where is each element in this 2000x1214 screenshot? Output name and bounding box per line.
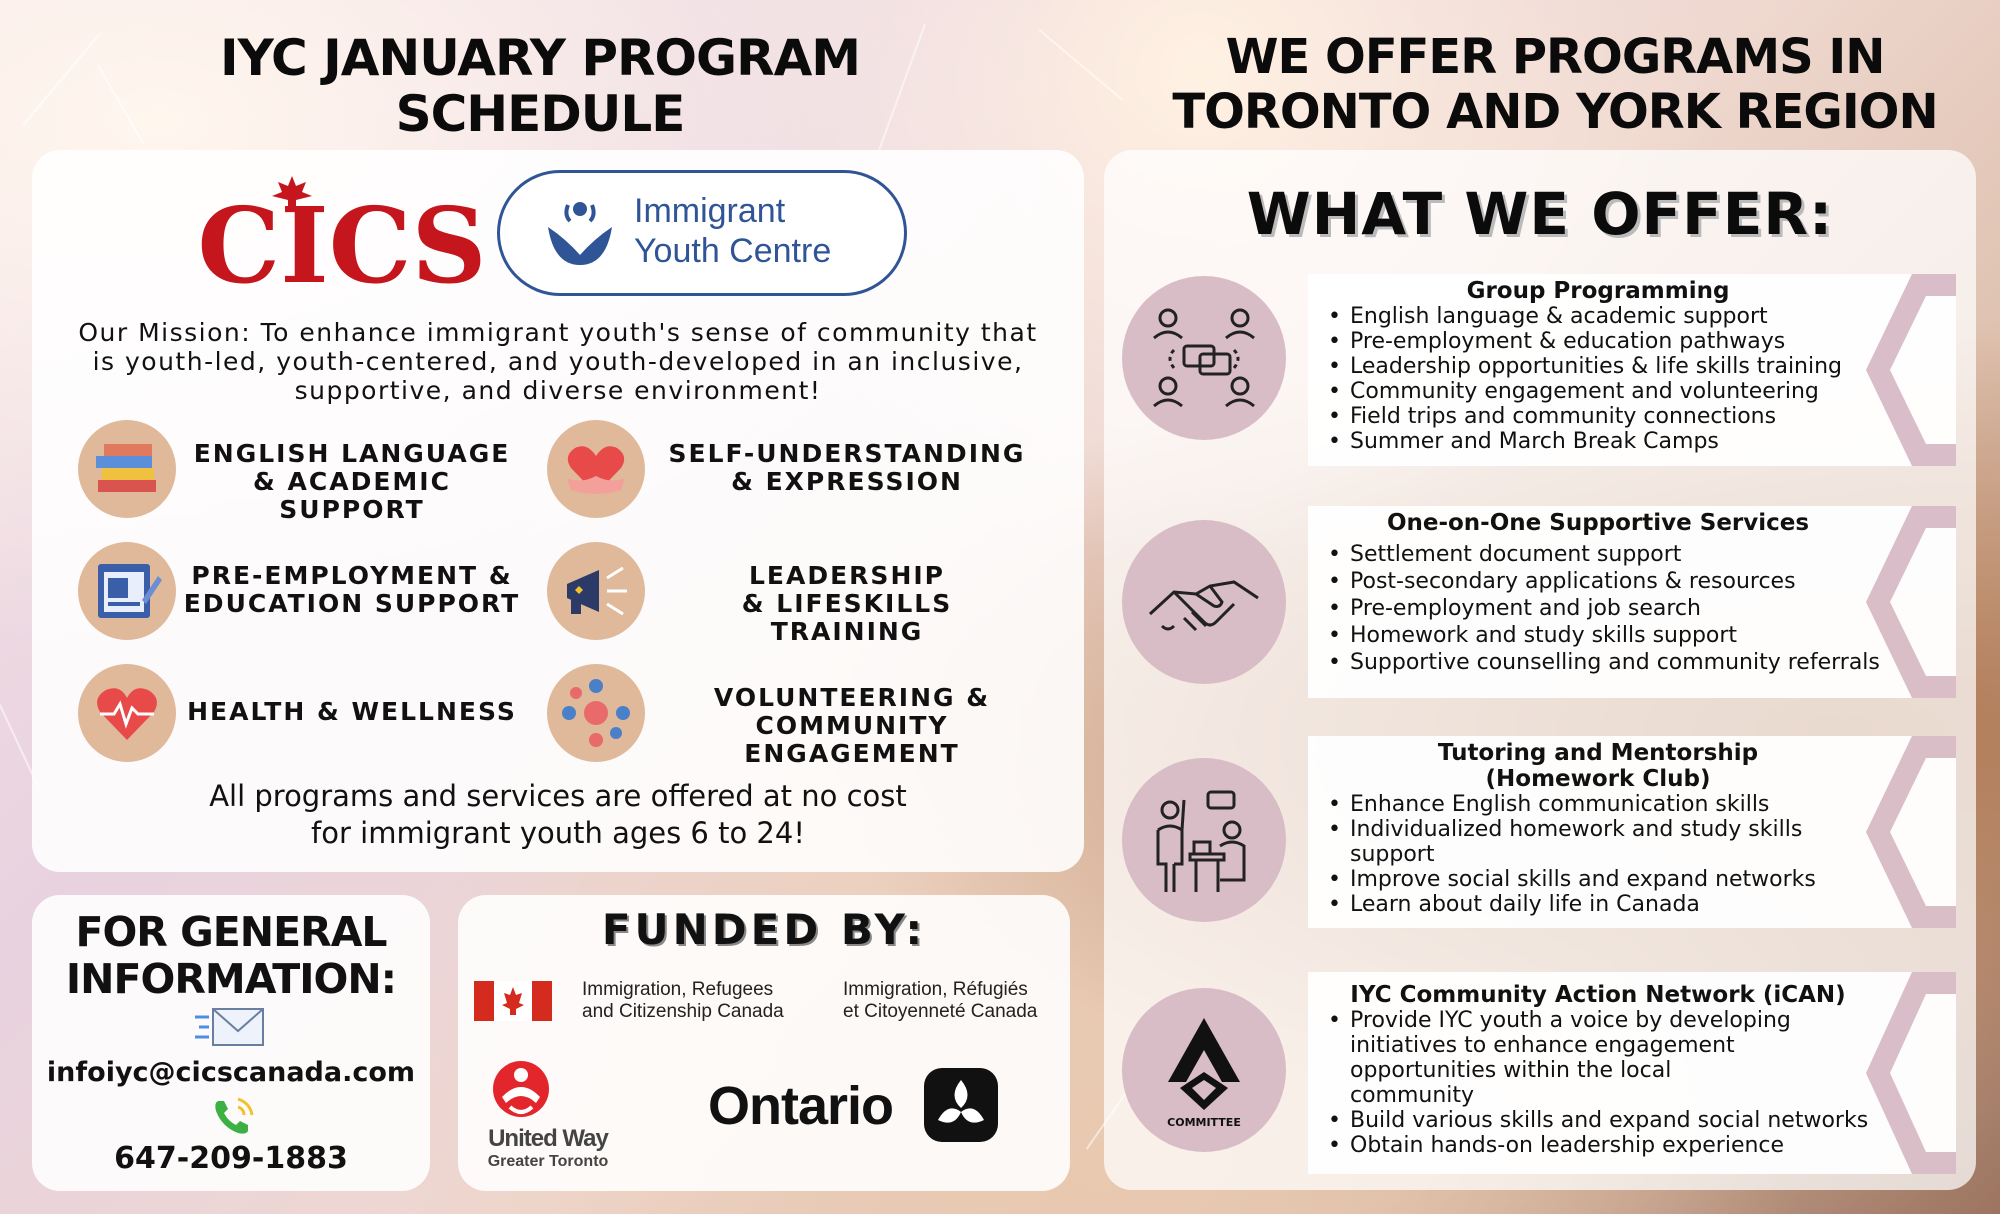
main-program-card [32,150,1084,872]
ontario-logo-text: Ontario [708,1076,894,1136]
general-information-card [32,895,430,1191]
offer-heading: One-on-One Supportive Services [1386,510,1810,536]
offer-list-item: • Post-secondary applications & resources [1324,569,1888,594]
offer-list-item: • Improve social skills and expand networks [1324,867,1888,892]
ontario-trillium-icon [924,1068,998,1142]
offer-list-item: • Pre-employment and job search [1324,596,1888,621]
heart-hands-icon [547,420,645,518]
feature-line: VOLUNTEERING & [713,683,991,712]
offer-heading: IYC Community Action Network (iCAN) [1350,982,1846,1008]
immigrant-youth-centre-logo [497,170,907,296]
iyc-logo-line1: Immigrant [634,192,786,230]
offer-list-item: • Build various skills and expand social networks [1324,1108,1888,1133]
info-title-line: INFORMATION: [65,955,397,1003]
books-icon [78,420,176,518]
offer-heading-line: (Homework Club) [1485,766,1711,792]
offer-list-item: • Obtain hands-on leadership experience [1324,1133,1888,1158]
committee-icon [1122,988,1286,1152]
offer-list [1308,792,1888,917]
offer-list-item: • Learn about daily life in Canada [1324,892,1888,917]
feature-health-wellness [182,698,522,726]
feature-line: ENGLISH LANGUAGE [193,439,511,468]
funded-by-title: FUNDED BY: [601,905,927,954]
feature-line: EDUCATION SUPPORT [183,589,521,618]
info-title-line: FOR GENERAL [75,908,387,956]
offer-heading-line: Tutoring and Mentorship [1437,740,1759,766]
offer-list-item: • Field trips and community connections [1324,404,1888,429]
offer-list-item: • English language & academic support [1324,304,1888,329]
heartbeat-icon [78,664,176,762]
united-way-name: United Way [488,1125,608,1152]
ircc-line: and Citizenship Canada [582,1001,784,1022]
ircc-french-name [843,979,1073,1023]
no-cost-line: All programs and services are offered at no cost [209,779,907,813]
ircc-line: Immigration, Refugees [582,979,774,1000]
offer-section-one-on-one [1308,506,1956,698]
feature-line: PRE-EMPLOYMENT & [191,561,513,590]
mission-statement: Our Mission: To enhance immigrant youth's sense of community that is youth-led, youth-centered, and youth-developed in an inclusive, supportive, and diverse environment! [78,318,1038,405]
megaphone-icon [547,542,645,640]
iyc-logo-line2: Youth Centre [634,232,832,270]
left-page-title: IYC JANUARY PROGRAM SCHEDULE [219,29,861,143]
resume-icon [78,542,176,640]
offer-list-item: • Provide IYC youth a voice by developing initiatives to enhance engagement opportunities within the local community [1324,1008,1888,1108]
offer-heading: Group Programming [1466,278,1730,304]
cics-logo [172,174,512,294]
no-cost-line: for immigrant youth ages 6 to 24! [311,816,805,850]
iyc-logo-text [634,191,884,271]
ircc-line: Immigration, Réfugiés [843,979,1028,1000]
what-we-offer-title: WHAT WE OFFER: [1246,180,1834,248]
envelope-icon [195,1007,265,1047]
committee-label: COMMITTEE [1167,1116,1241,1129]
united-way-logo [492,1057,550,1127]
funded-by-card [458,895,1070,1191]
feature-line: LEADERSHIP [749,561,945,590]
offer-list-item: • Supportive counselling and community referrals [1324,650,1888,675]
offer-list-item: • Community engagement and volunteering [1324,379,1888,404]
handshake-icon [1122,520,1286,684]
phone-link[interactable]: 647-209-1883 [114,1141,348,1176]
ircc-line: et Citoyenneté Canada [843,1001,1038,1022]
offer-list-item: • Homework and study skills support [1324,623,1888,648]
offer-heading [1308,736,1888,792]
united-way-subtitle: Greater Toronto [487,1153,609,1170]
sparkle-decoration [98,66,145,145]
community-icon [547,664,645,762]
offer-list [1308,542,1888,675]
sparkle-decoration [22,33,101,126]
feature-leadership [662,562,1032,646]
general-information-title [42,909,420,1003]
tutoring-icon [1122,758,1286,922]
feature-line: & ACADEMIC SUPPORT [253,467,451,524]
canada-flag-icon [474,981,552,1021]
feature-volunteering [652,684,1052,768]
offer-section-tutoring [1308,736,1956,928]
phone-icon [210,1095,254,1139]
feature-line: HEALTH & WELLNESS [187,697,517,726]
offer-list-item: • Leadership opportunities & life skills training [1324,354,1888,379]
feature-pre-employment [182,562,522,618]
ircc-english-name [582,979,812,1023]
feature-english-language [182,440,522,524]
no-cost-statement [92,778,1024,852]
what-we-offer-card [1104,150,1976,1190]
feature-self-understanding [662,440,1032,496]
offer-list-item: • Individualized homework and study skills support [1324,817,1888,867]
right-page-title: WE OFFER PROGRAMS IN TORONTO AND YORK REGION [1172,29,1938,140]
feature-line: & LIFESKILLS TRAINING [741,589,953,646]
email-link[interactable]: infoiyc@cicscanada.com [46,1057,416,1088]
iyc-hands-icon [544,199,616,271]
group-discussion-icon [1122,276,1286,440]
sparkle-decoration [1038,29,1124,101]
offer-list-item: • Settlement document support [1324,542,1888,567]
offer-section-group-programming [1308,274,1956,466]
offer-list [1308,1008,1888,1158]
feature-line: COMMUNITY ENGAGEMENT [744,711,960,768]
feature-line: SELF-UNDERSTANDING [668,439,1026,468]
offer-list-item: • Pre-employment & education pathways [1324,329,1888,354]
feature-line: & EXPRESSION [731,467,963,496]
offer-list-item: • Enhance English communication skills [1324,792,1888,817]
cics-logo-text: CICS [197,184,487,294]
offer-list-item: • Summer and March Break Camps [1324,429,1888,454]
offer-section-ican [1308,972,1956,1174]
offer-list [1308,304,1888,454]
